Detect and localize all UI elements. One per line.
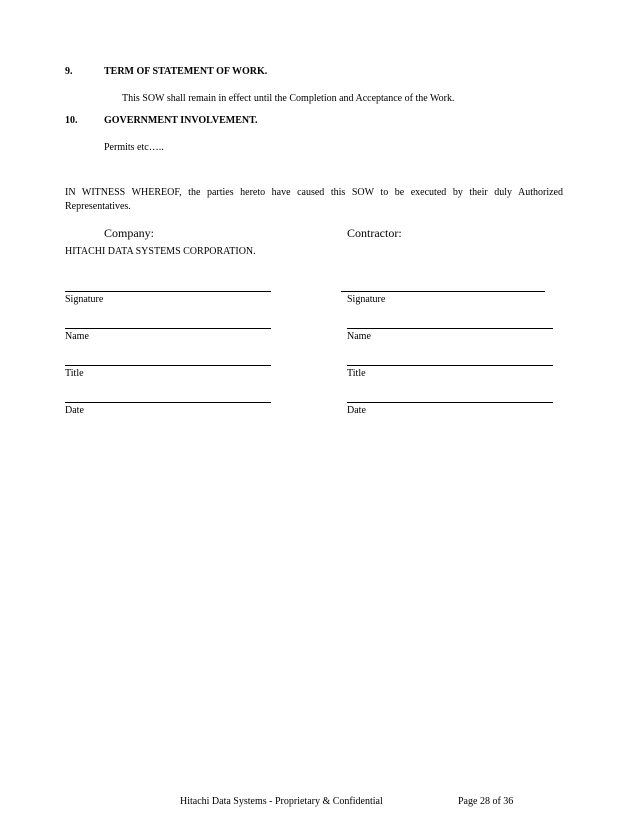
contractor-name-caption: Name bbox=[347, 331, 371, 342]
company-date-line[interactable] bbox=[65, 402, 271, 403]
contractor-date-line[interactable] bbox=[347, 402, 553, 403]
section-10-body: Permits etc….. bbox=[104, 142, 164, 153]
company-name-caption: Name bbox=[65, 331, 89, 342]
company-label: Company: bbox=[104, 226, 154, 240]
company-title-line[interactable] bbox=[65, 365, 271, 366]
section-10-heading: GOVERNMENT INVOLVEMENT. bbox=[104, 115, 258, 126]
contractor-signature-line[interactable] bbox=[341, 291, 545, 292]
witness-paragraph: IN WITNESS WHEREOF, the parties hereto have caused this SOW to be executed by their duly Authorized Representatives. bbox=[65, 187, 563, 212]
company-title-caption: Title bbox=[65, 368, 84, 379]
contractor-signature-caption: Signature bbox=[347, 294, 386, 305]
company-signature-caption: Signature bbox=[65, 294, 104, 305]
section-9-body: This SOW shall remain in effect until the Completion and Acceptance of the Work. bbox=[122, 93, 455, 104]
company-name-line[interactable] bbox=[65, 328, 271, 329]
section-9-number: 9. bbox=[65, 66, 73, 77]
section-9-heading: TERM OF STATEMENT OF WORK. bbox=[104, 66, 268, 77]
contractor-label: Contractor: bbox=[347, 226, 402, 240]
section-10-number: 10. bbox=[65, 115, 78, 126]
company-signature-line[interactable] bbox=[65, 291, 271, 292]
company-date-caption: Date bbox=[65, 405, 84, 416]
contractor-title-caption: Title bbox=[347, 368, 366, 379]
contractor-date-caption: Date bbox=[347, 405, 366, 416]
company-name: HITACHI DATA SYSTEMS CORPORATION. bbox=[65, 246, 256, 257]
contractor-title-line[interactable] bbox=[347, 365, 553, 366]
footer-page-number: Page 28 of 36 bbox=[458, 796, 514, 807]
contractor-name-line[interactable] bbox=[347, 328, 553, 329]
footer-confidential: Hitachi Data Systems - Proprietary & Confidential bbox=[180, 796, 383, 807]
